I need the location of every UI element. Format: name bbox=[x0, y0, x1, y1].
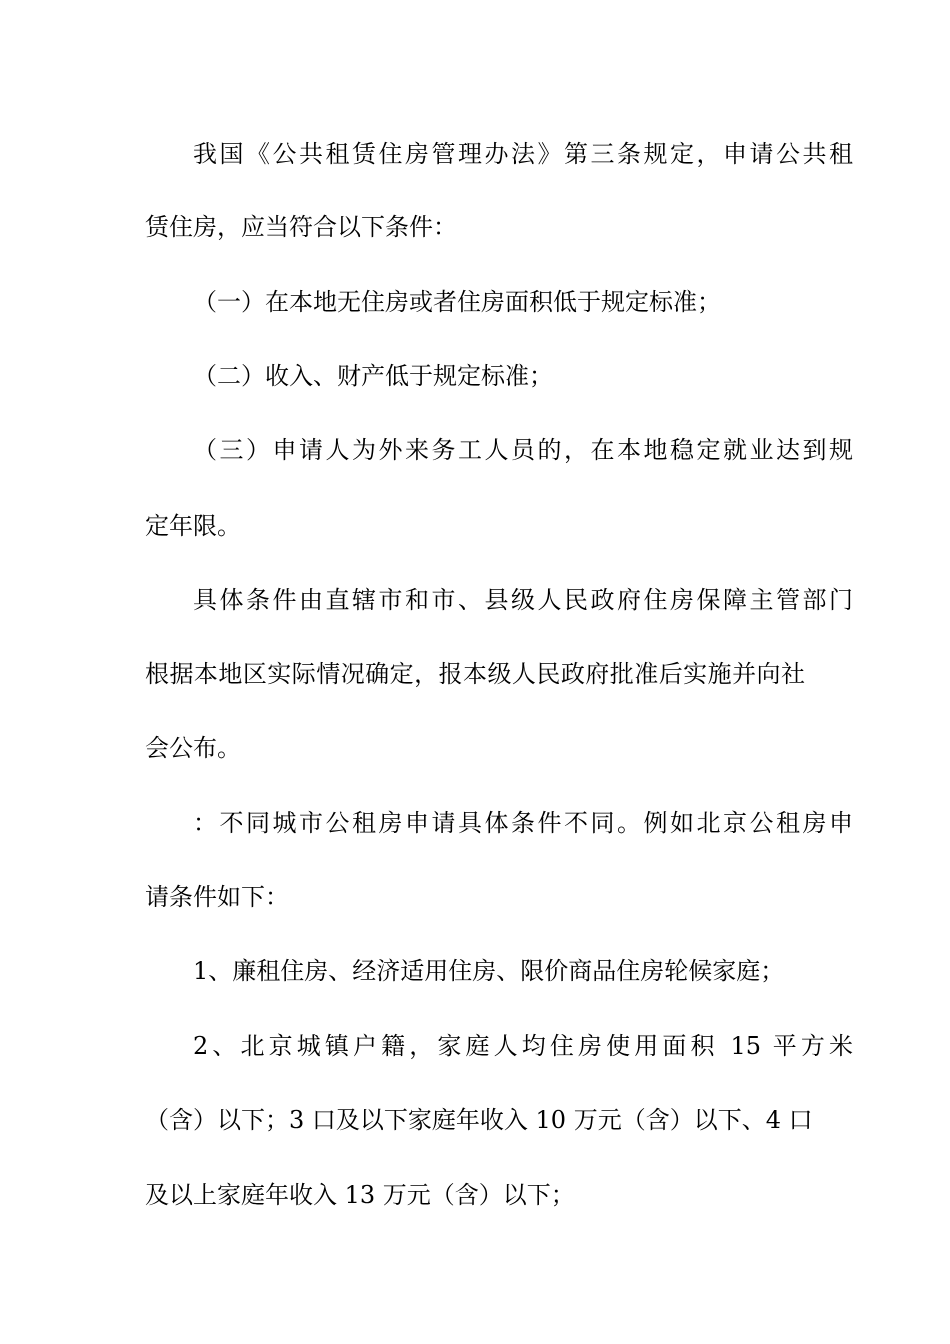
paragraph-line: 1、廉租住房、经济适用住房、限价商品住房轮候家庭； bbox=[193, 957, 785, 985]
paragraph-line: 会公布。 bbox=[145, 734, 241, 762]
paragraph-line: （一）在本地无住房或者住房面积低于规定标准； bbox=[193, 288, 721, 316]
paragraph-line: ：不同城市公租房申请具体条件不同。例如北京公租房申 bbox=[193, 809, 853, 837]
paragraph-line: 2、北京城镇户籍，家庭人均住房使用面积 15 平方米 bbox=[193, 1032, 853, 1060]
paragraph-line: （含）以下；3 口及以下家庭年收入 10 万元（含）以下、4 口 bbox=[145, 1106, 813, 1134]
paragraph-line: 根据本地区实际情况确定，报本级人民政府批准后实施并向社 bbox=[145, 660, 805, 688]
paragraph-line: 我国《公共租赁住房管理办法》第三条规定，申请公共租 bbox=[193, 140, 853, 168]
paragraph-line: （三）申请人为外来务工人员的，在本地稳定就业达到规 bbox=[193, 436, 853, 464]
paragraph-line: （二）收入、财产低于规定标准； bbox=[193, 362, 553, 390]
paragraph-line: 及以上家庭年收入 13 万元（含）以下； bbox=[145, 1181, 575, 1209]
paragraph-line: 定年限。 bbox=[145, 512, 241, 540]
paragraph-line: 请条件如下： bbox=[145, 883, 289, 911]
paragraph-line: 赁住房，应当符合以下条件： bbox=[145, 213, 457, 241]
paragraph-line: 具体条件由直辖市和市、县级人民政府住房保障主管部门 bbox=[193, 586, 853, 614]
